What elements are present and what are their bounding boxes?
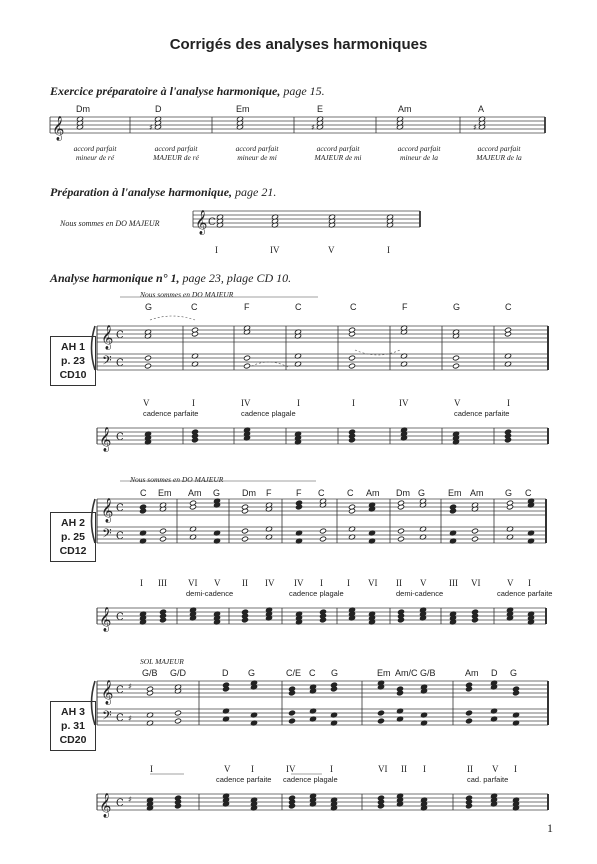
chord-caption: accord parfait MAJEUR de la (476, 144, 522, 162)
cadence-label: cad. parfaite (467, 775, 509, 784)
sharp-icon: ♯ (128, 795, 132, 804)
chord-symbol: Am (465, 668, 479, 678)
roman-numeral: II (467, 764, 473, 774)
cadence-label: cadence parfaite (216, 775, 272, 784)
treble-clef-icon: 𝄞 (99, 607, 112, 631)
sharp-icon: ♯ (128, 682, 132, 691)
section-page-ref: page 23, plage CD 10. (182, 271, 292, 285)
chord-symbol: Am (398, 104, 412, 114)
cadence-label: cadence plagale (241, 409, 296, 418)
notehead (471, 528, 478, 534)
chord-symbol: Am (366, 488, 380, 498)
chord-symbol: G (453, 302, 461, 312)
notehead (243, 355, 250, 361)
chord-symbol: C (350, 302, 357, 312)
roman-numeral: V (507, 578, 514, 588)
notehead (397, 536, 404, 542)
sharp-icon: ♯ (473, 123, 477, 132)
chord-symbol: G/B (420, 668, 436, 678)
notehead (465, 710, 472, 716)
chord-symbol: C (191, 302, 198, 312)
chord-symbol: C (295, 302, 302, 312)
chord-symbol: C (309, 668, 316, 678)
roman-numeral: I (528, 578, 531, 588)
cadence-label: demi-cadence (396, 589, 444, 598)
chord-symbol: G (248, 668, 256, 678)
roman-numeral: VI (471, 578, 481, 588)
roman-numeral: I (140, 578, 143, 588)
cadence-label: cadence parfaite (143, 409, 199, 418)
notehead (452, 355, 459, 361)
time-signature: C (116, 798, 124, 809)
exercise-label-box: AH 2 p. 25 CD12 (50, 512, 96, 562)
notehead (144, 363, 151, 369)
sharp-icon: ♯ (128, 714, 132, 723)
roman-numeral: I (251, 764, 254, 774)
tie-icon (150, 316, 195, 320)
chord-symbol: G (510, 668, 518, 678)
chord-symbol: G (145, 302, 153, 312)
chord-caption: accord parfait MAJEUR de ré (153, 144, 199, 162)
roman-numeral: II (401, 764, 407, 774)
chord-symbol: Em (448, 488, 462, 498)
roman-numeral: III (158, 578, 167, 588)
treble-clef-icon: 𝄞 (195, 210, 208, 234)
roman-numeral: V (224, 764, 231, 774)
chord-symbol: F (402, 302, 408, 312)
bass-clef-icon: 𝄢 (102, 526, 112, 544)
key-label: Nous sommes en DO MAJEUR (140, 290, 234, 299)
key-label: Nous sommes en DO MAJEUR (60, 219, 160, 228)
chord-symbol: Am/C (395, 668, 418, 678)
chord-symbol: Em (158, 488, 172, 498)
notehead (348, 363, 355, 369)
chord-symbol: G (331, 668, 339, 678)
cadence-label: demi-cadence (186, 589, 234, 598)
roman-numeral: I (330, 764, 333, 774)
notehead (348, 355, 355, 361)
roman-numeral: I (192, 398, 195, 408)
time-signature: C (116, 432, 124, 443)
roman-numeral: IV (270, 245, 280, 255)
chord-symbol: G (418, 488, 426, 498)
sharp-icon: ♯ (149, 123, 153, 132)
roman-numeral: V (328, 245, 335, 255)
roman-numeral: V (143, 398, 150, 408)
treble-clef-icon: 𝄞 (101, 325, 114, 349)
key-label: SOL MAJEUR (140, 657, 184, 666)
chord-symbol: F (244, 302, 250, 312)
chord-symbol: G (505, 488, 513, 498)
notehead (377, 718, 384, 724)
chord-symbol: Dm (242, 488, 256, 498)
chord-symbol: Dm (76, 104, 90, 114)
notehead (241, 528, 248, 534)
roman-numeral: I (150, 764, 153, 774)
notehead (319, 536, 326, 542)
roman-numeral: I (215, 245, 218, 255)
roman-numeral: I (387, 245, 390, 255)
section-title: Analyse harmonique n° 1, (50, 271, 180, 285)
cadence-label: cadence parfaite (454, 409, 510, 418)
notehead (174, 718, 181, 724)
tie-icon (248, 362, 290, 368)
notehead (288, 718, 295, 724)
roman-numeral: I (507, 398, 510, 408)
roman-numeral: VI (378, 764, 388, 774)
roman-numeral: V (454, 398, 461, 408)
section-page-ref: page 15. (283, 84, 325, 98)
cadence-label: cadence plagale (283, 775, 338, 784)
chord-symbol: C/E (286, 668, 302, 678)
notehead (243, 363, 250, 369)
roman-numeral: I (347, 578, 350, 588)
chord-symbol: Dm (396, 488, 410, 498)
chord-symbol: F (296, 488, 302, 498)
roman-numeral: I (514, 764, 517, 774)
section-title: Exercice préparatoire à l'analyse harmonique, (50, 84, 281, 98)
cadence-label: cadence plagale (289, 589, 344, 598)
notehead (319, 528, 326, 534)
notehead (452, 363, 459, 369)
chord-symbol: G/D (170, 668, 187, 678)
notehead (465, 718, 472, 724)
chord-symbol: D (222, 668, 229, 678)
time-signature: C (116, 358, 124, 369)
notehead (471, 536, 478, 542)
exercise-label-box: AH 1 p. 23 CD10 (50, 336, 96, 386)
roman-numeral: IV (241, 398, 251, 408)
roman-numeral: II (396, 578, 402, 588)
roman-numeral: IV (286, 764, 296, 774)
chord-symbol: Em (377, 668, 391, 678)
chord-symbol: G/B (142, 668, 158, 678)
roman-numeral: IV (399, 398, 409, 408)
chord-symbol: C (505, 302, 512, 312)
page-title: Corrigés des analyses harmoniques (169, 36, 428, 53)
chord-caption: accord parfait mineur de mi (235, 144, 279, 162)
roman-numeral: V (214, 578, 221, 588)
time-signature: C (116, 503, 124, 514)
notehead (159, 536, 166, 542)
time-signature: C (116, 685, 124, 696)
roman-numeral: II (242, 578, 248, 588)
notehead (144, 355, 151, 361)
cadence-label: cadence parfaite (497, 589, 553, 598)
page-number: 1 (547, 821, 553, 835)
roman-numeral: V (492, 764, 499, 774)
time-signature: C (116, 612, 124, 623)
chord-symbol: C (318, 488, 325, 498)
time-signature: C (116, 713, 124, 724)
treble-clef-icon: 𝄞 (52, 116, 65, 140)
time-signature: C (208, 217, 216, 228)
chord-symbol: Em (236, 104, 250, 114)
chord-symbol: F (266, 488, 272, 498)
roman-numeral: IV (294, 578, 304, 588)
chord-caption: accord parfait mineur de ré (73, 144, 117, 162)
roman-numeral: I (423, 764, 426, 774)
treble-clef-icon: 𝄞 (99, 427, 112, 451)
notehead (159, 528, 166, 534)
treble-clef-icon: 𝄞 (101, 498, 114, 522)
chord-symbol: D (491, 668, 498, 678)
chord-symbol: G (213, 488, 221, 498)
notehead (241, 536, 248, 542)
roman-numeral: I (320, 578, 323, 588)
chord-caption: accord parfait mineur de la (397, 144, 441, 162)
time-signature: C (116, 531, 124, 542)
roman-numeral: VI (188, 578, 198, 588)
brace-icon (92, 499, 96, 543)
chord-symbol: Am (188, 488, 202, 498)
chord-symbol: C (525, 488, 532, 498)
roman-numeral: VI (368, 578, 378, 588)
treble-clef-icon: 𝄞 (101, 680, 114, 704)
notehead (397, 528, 404, 534)
bass-clef-icon: 𝄢 (102, 353, 112, 371)
chord-symbol: Am (470, 488, 484, 498)
notehead (174, 710, 181, 716)
chord-symbol: A (478, 104, 485, 114)
chord-symbol: C (140, 488, 147, 498)
bass-clef-icon: 𝄢 (102, 708, 112, 726)
section-title: Préparation à l'analyse harmonique, (50, 185, 233, 199)
chord-symbol: D (155, 104, 162, 114)
time-signature: C (116, 330, 124, 341)
exercise-label-box: AH 3 p. 31 CD20 (50, 701, 96, 751)
treble-clef-icon: 𝄞 (99, 793, 112, 817)
roman-numeral: I (352, 398, 355, 408)
chord-caption: accord parfait MAJEUR de mi (314, 144, 362, 162)
chord-symbol: E (317, 104, 324, 114)
sharp-icon: ♯ (311, 123, 315, 132)
notehead (288, 710, 295, 716)
brace-icon (92, 326, 96, 370)
notehead (377, 710, 384, 716)
roman-numeral: V (420, 578, 427, 588)
roman-numeral: IV (265, 578, 275, 588)
chord-symbol: C (347, 488, 354, 498)
roman-numeral: III (449, 578, 458, 588)
roman-numeral: I (297, 398, 300, 408)
brace-icon (92, 681, 96, 725)
key-label: Nous sommes en DO MAJEUR (130, 475, 224, 484)
section-page-ref: page 21. (235, 185, 277, 199)
